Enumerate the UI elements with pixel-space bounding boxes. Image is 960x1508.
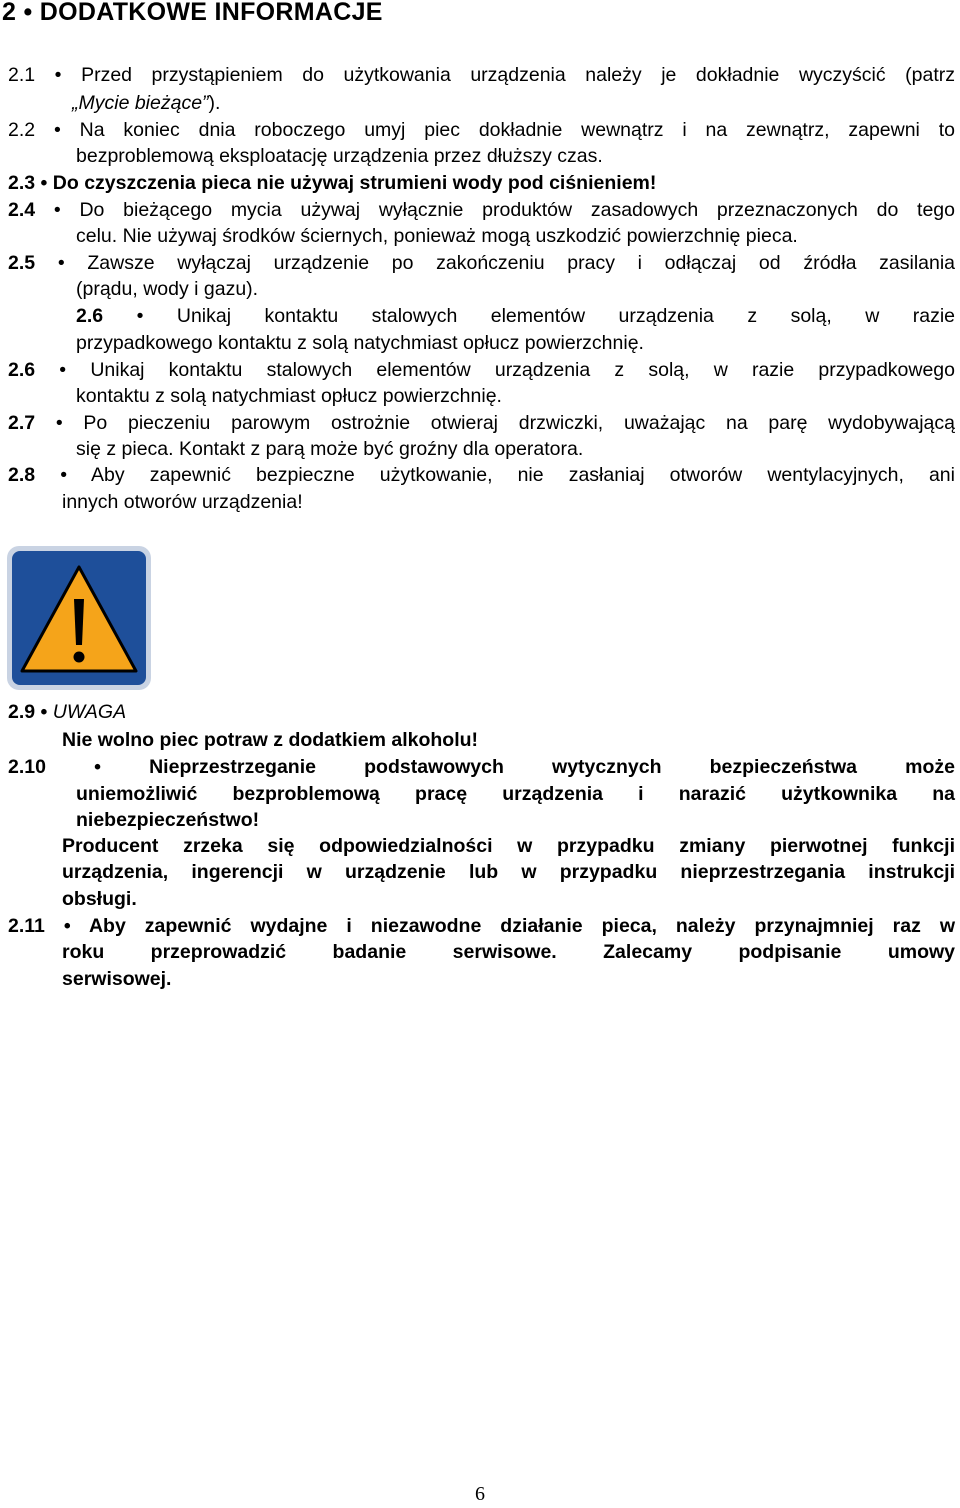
item-text: roku przeprowadzić badanie serwisowe. Zalecamy podpisanie umowy bbox=[62, 941, 955, 963]
bullet: • bbox=[94, 756, 101, 778]
item-text: Zawsze wyłączaj urządzenie po zakończeniu pracy i odłączaj od źródła zasilania bbox=[87, 252, 956, 274]
item-text: urządzenia, ingerencji w urządzenie lub w przypadku nieprzestrzegania instrukcji bbox=[62, 861, 955, 883]
bullet: • bbox=[53, 119, 61, 141]
item-number: 2.3 bbox=[8, 172, 36, 194]
item-number: 2.10 bbox=[8, 756, 46, 778]
item-text: Nieprzestrzeganie podstawowych wytycznych bezpieczeństwa może bbox=[149, 756, 956, 778]
item-number: 2.7 bbox=[8, 412, 36, 434]
item-number: 2.9 bbox=[8, 701, 36, 723]
item-text: bezproblemową eksploatację urządzenia przez dłuższy czas. bbox=[76, 145, 603, 167]
section-heading: 2 • DODATKOWE INFORMACJE bbox=[2, 0, 383, 26]
page-number: 6 bbox=[475, 1483, 485, 1505]
item-text: celu. Nie używaj środków ściernych, ponieważ mogą uszkodzić powierzchnię pieca. bbox=[76, 225, 798, 247]
bullet: • bbox=[63, 915, 71, 937]
item-number: 2.11 bbox=[8, 915, 45, 937]
bullet: • bbox=[40, 701, 48, 723]
bullet: • bbox=[53, 199, 61, 221]
item-number: 2.5 bbox=[8, 252, 36, 274]
item-text: (prądu, wody i gazu). bbox=[76, 278, 259, 300]
bullet: • bbox=[40, 172, 48, 194]
item-number: 2.8 bbox=[8, 464, 36, 486]
item-text: Przed przystąpieniem do użytkowania urządzenia należy je dokładnie wyczyścić (patrz bbox=[81, 64, 956, 86]
item-text: przypadkowego kontaktu z solą natychmiast opłucz powierzchnię. bbox=[76, 332, 644, 354]
item-text: niebezpieczeństwo! bbox=[76, 809, 260, 831]
item-text: się z pieca. Kontakt z parą może być groźny dla operatora. bbox=[76, 438, 584, 460]
item-number: 2.1 bbox=[8, 64, 36, 86]
item-number: 2.2 bbox=[8, 119, 36, 141]
item-text: Producent zrzeka się odpowiedzialności w przypadku zmiany pierwotnej funkcji bbox=[62, 835, 955, 857]
item-text: Do bieżącego mycia używaj wyłącznie produktów zasadowych przeznaczonych do tego bbox=[79, 199, 955, 221]
item-text: Do czyszczenia pieca nie używaj strumieni wody pod ciśnieniem! bbox=[52, 172, 657, 194]
item-text: uniemożliwić bezproblemową pracę urządzenia i narazić użytkownika na bbox=[76, 783, 955, 805]
bullet: • bbox=[60, 464, 68, 486]
item-2-3 bbox=[8, 170, 656, 196]
item-text: Na koniec dnia roboczego umyj piec dokładnie wewnątrz i na zewnątrz, zapewni to bbox=[79, 119, 955, 141]
warning-triangle-icon bbox=[6, 545, 152, 691]
item-text: Unikaj kontaktu stalowych elementów urządzenia z solą, w razie przypadkowego bbox=[90, 359, 956, 381]
warning-label: UWAGA bbox=[52, 701, 127, 723]
item-text: Unikaj kontaktu stalowych elementów urządzenia z solą, w razie bbox=[176, 305, 956, 327]
item-text: serwisowej. bbox=[62, 968, 172, 990]
bullet: • bbox=[55, 412, 63, 434]
item-number: 2.6 bbox=[76, 305, 104, 327]
bullet: • bbox=[136, 305, 144, 327]
item-text: Aby zapewnić bezpieczne użytkowanie, nie zasłaniaj otworów wentylacyjnych, ani bbox=[91, 464, 955, 486]
item-reference: „Mycie bieżące” bbox=[72, 92, 209, 114]
item-number: 2.6 bbox=[8, 359, 36, 381]
bullet: • bbox=[57, 252, 65, 274]
warning-text: Nie wolno piec potraw z dodatkiem alkoholu! bbox=[62, 729, 479, 751]
item-text: Aby zapewnić wydajne i niezawodne działanie pieca, należy przynajmniej raz w bbox=[88, 915, 955, 937]
item-text: ). bbox=[208, 92, 221, 114]
bullet: • bbox=[59, 359, 67, 381]
item-text: obsługi. bbox=[62, 888, 137, 910]
bullet: • bbox=[54, 64, 62, 86]
item-text: innych otworów urządzenia! bbox=[62, 491, 303, 513]
item-text: kontaktu z solą natychmiast opłucz powierzchnię. bbox=[76, 385, 502, 407]
item-text: Po pieczeniu parowym ostrożnie otwieraj drzwiczki, uważając na parę wydobywającą bbox=[83, 412, 955, 434]
item-number: 2.4 bbox=[8, 199, 36, 221]
